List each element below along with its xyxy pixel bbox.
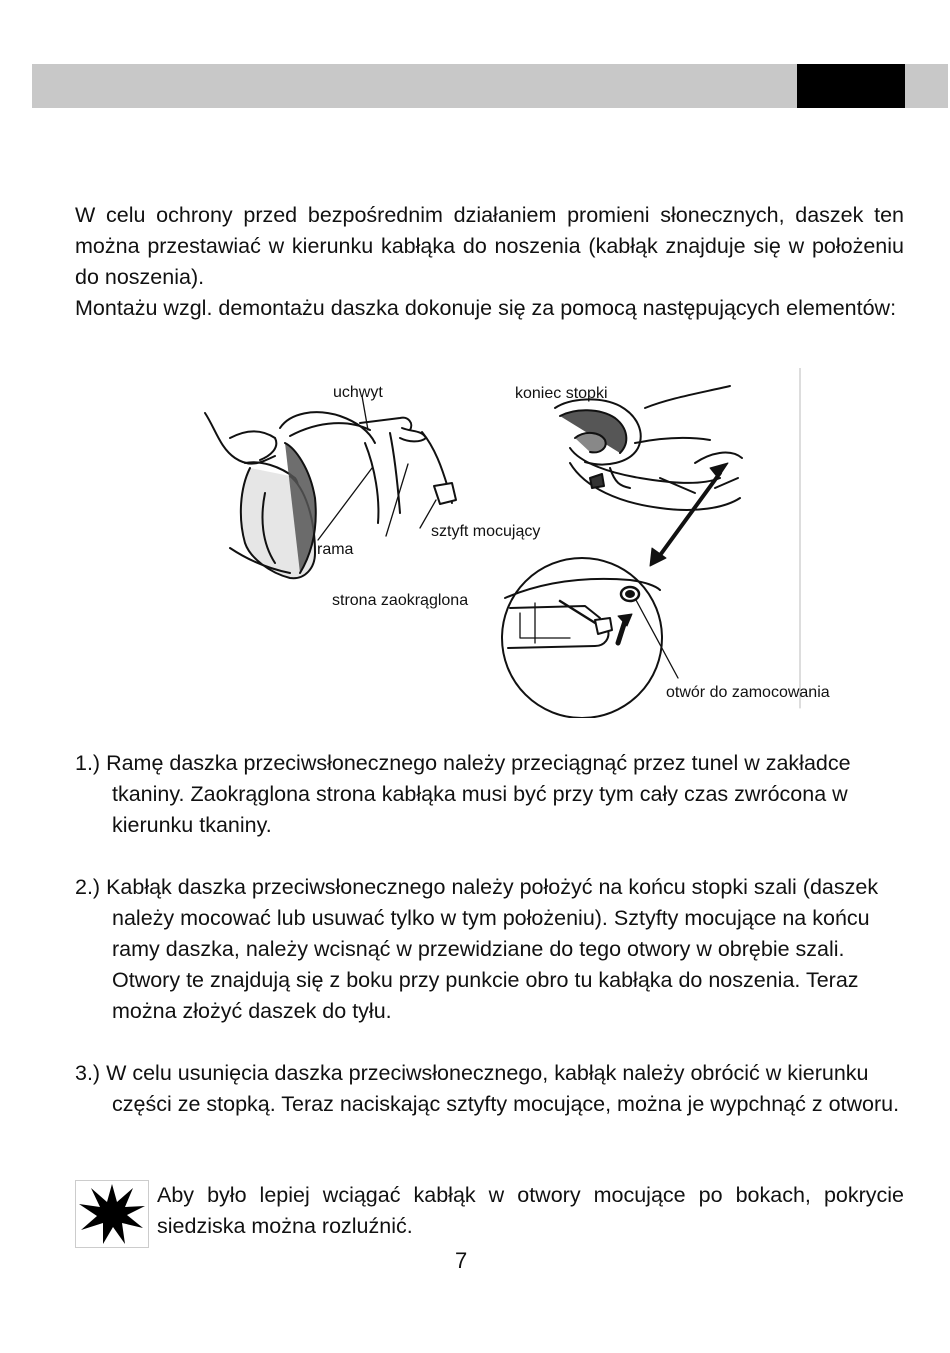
intro-paragraph-2: Montażu wzgl. demontażu daszka dokonuje się za pomocą następujących elementów: bbox=[75, 296, 897, 320]
page-number: 7 bbox=[455, 1248, 468, 1273]
label-handle: uchwyt bbox=[333, 384, 383, 401]
instruction-steps bbox=[75, 748, 915, 1151]
step-3: 3.) W celu usunięcia daszka przeciwsłonecznego, kabłąk należy obrócić w kierunku części ze stopką. Teraz naciskając sztyfty mocujące, można je wypchnąć z otworu. bbox=[75, 1061, 900, 1116]
step-2: 2.) Kabłąk daszka przeciwsłonecznego należy położyć na końcu stopki szali (daszek należy mocować lub usuwać tylko w tym położeniu). Sztyfty mocujące na końcu ramy daszka, należy wcisnąć w przewidziane do tego otwory w obrębie szali. Otwory te znajdują się z boku przy punkcie obro tu kabłąka do noszenia. Teraz można złożyć daszek do tyłu. bbox=[75, 875, 879, 1023]
note-text: Aby było lepiej wciągać kabłąk w otwory mocujące po bokach, pokrycie siedziska można rozluźnić. bbox=[157, 1183, 904, 1238]
label-foot-end: koniec stopki bbox=[515, 385, 608, 402]
label-fixing-pin: sztyft mocujący bbox=[431, 523, 541, 540]
assembly-drawing bbox=[190, 368, 810, 718]
step-1: 1.) Ramę daszka przeciwsłonecznego należy przeciągnąć przez tunel w zakładce tkaniny. Zaokrąglona strona kabłąka musi być przy tym cały czas zwrócona w kierunku tkaniny. bbox=[75, 751, 851, 837]
label-frame: rama bbox=[317, 541, 354, 558]
starburst-warning-icon bbox=[75, 1180, 149, 1248]
intro-paragraph-1: W celu ochrony przed bezpośrednim działaniem promieni słonecznych, daszek ten można przestawiać w kierunku kabłąka do noszenia (kabłąk znajduje się w położeniu do noszenia). bbox=[75, 203, 904, 289]
assembly-illustration bbox=[190, 368, 830, 718]
intro-text bbox=[75, 200, 904, 324]
label-fixing-hole: otwór do zamocowania bbox=[666, 684, 830, 701]
label-rounded-side: strona zaokrąglona bbox=[332, 592, 469, 609]
header-section-marker bbox=[797, 64, 905, 108]
